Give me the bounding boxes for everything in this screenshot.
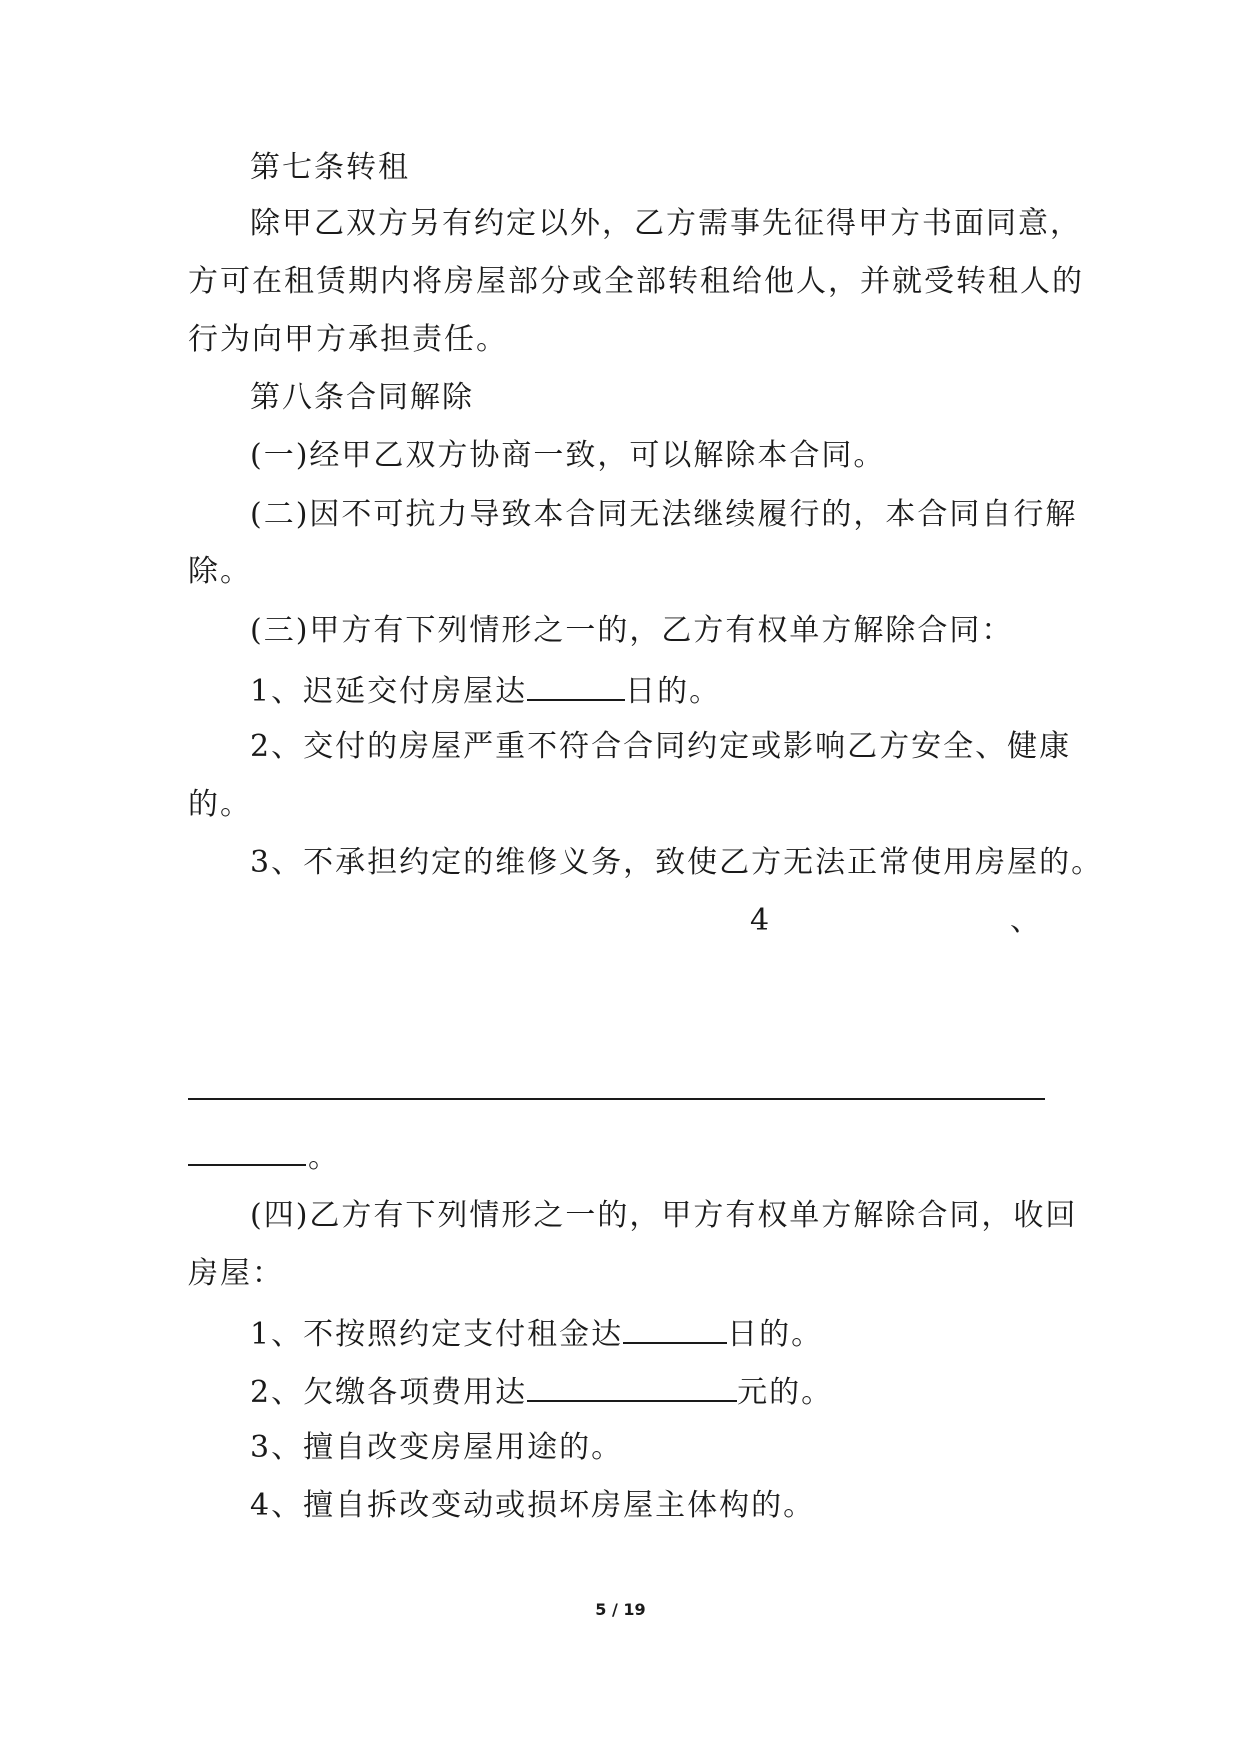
clause-4-item-2-text: 2、欠缴各项费用达 bbox=[250, 1375, 528, 1410]
page-number: 5 / 19 bbox=[595, 1600, 646, 1619]
clause-4-item-1-suffix: 日的。 bbox=[727, 1317, 824, 1352]
clause-3-item-4-number: 4 bbox=[750, 903, 772, 938]
clause-3-item-1-text: 1、迟延交付房屋达 bbox=[250, 674, 528, 709]
fill-blank-amount[interactable] bbox=[527, 1370, 737, 1402]
clause-3-item-1 bbox=[250, 669, 1070, 712]
clause-4-line: (四)乙方有下列情形之一的，甲方有权单方解除合同，收回 bbox=[250, 1198, 1078, 1233]
fill-blank-days[interactable] bbox=[527, 669, 625, 701]
clause-4-item-2 bbox=[250, 1370, 1070, 1413]
fill-blank-line-short[interactable] bbox=[188, 1164, 306, 1166]
clause-2-line: 除。 bbox=[188, 554, 252, 589]
fill-blank-line[interactable] bbox=[188, 1098, 1045, 1100]
clause-1: (一)经甲乙双方协商一致，可以解除本合同。 bbox=[250, 438, 886, 473]
clause-4-item-1 bbox=[250, 1312, 1070, 1355]
clause-3-item-2-line: 2、交付的房屋严重不符合合同约定或影响乙方安全、健康 bbox=[250, 729, 1072, 764]
clause-4-item-3: 3、擅自改变房屋用途的。 bbox=[250, 1430, 624, 1465]
clause-2-line: (二)因不可抗力导致本合同无法继续履行的，本合同自行解 bbox=[250, 497, 1078, 532]
fill-blank-days[interactable] bbox=[623, 1312, 727, 1344]
article-7-paragraph-line: 行为向甲方承担责任。 bbox=[188, 322, 508, 357]
clause-3: (三)甲方有下列情形之一的，乙方有权单方解除合同： bbox=[250, 613, 1014, 648]
clause-3-item-3: 3、不承担约定的维修义务，致使乙方无法正常使用房屋的。 bbox=[250, 845, 1104, 880]
article-7-paragraph-line: 除甲乙双方另有约定以外，乙方需事先征得甲方书面同意， bbox=[250, 206, 1082, 241]
clause-3-item-4-mark: 、 bbox=[1010, 903, 1042, 938]
article-7-paragraph-line: 方可在租赁期内将房屋部分或全部转租给他人，并就受转租人的 bbox=[188, 264, 1084, 299]
clause-3-item-4-end: 。 bbox=[308, 1140, 340, 1175]
clause-4-item-2-suffix: 元的。 bbox=[737, 1375, 834, 1410]
clause-4-item-1-text: 1、不按照约定支付租金达 bbox=[250, 1317, 624, 1352]
article-8-title: 第八条合同解除 bbox=[250, 380, 474, 415]
clause-4-line: 房屋： bbox=[188, 1256, 284, 1291]
clause-3-item-2-line: 的。 bbox=[188, 787, 252, 822]
article-7-title: 第七条转租 bbox=[250, 150, 410, 185]
clause-3-item-1-suffix: 日的。 bbox=[625, 674, 722, 709]
clause-4-item-4: 4、擅自拆改变动或损坏房屋主体构的。 bbox=[250, 1488, 816, 1523]
